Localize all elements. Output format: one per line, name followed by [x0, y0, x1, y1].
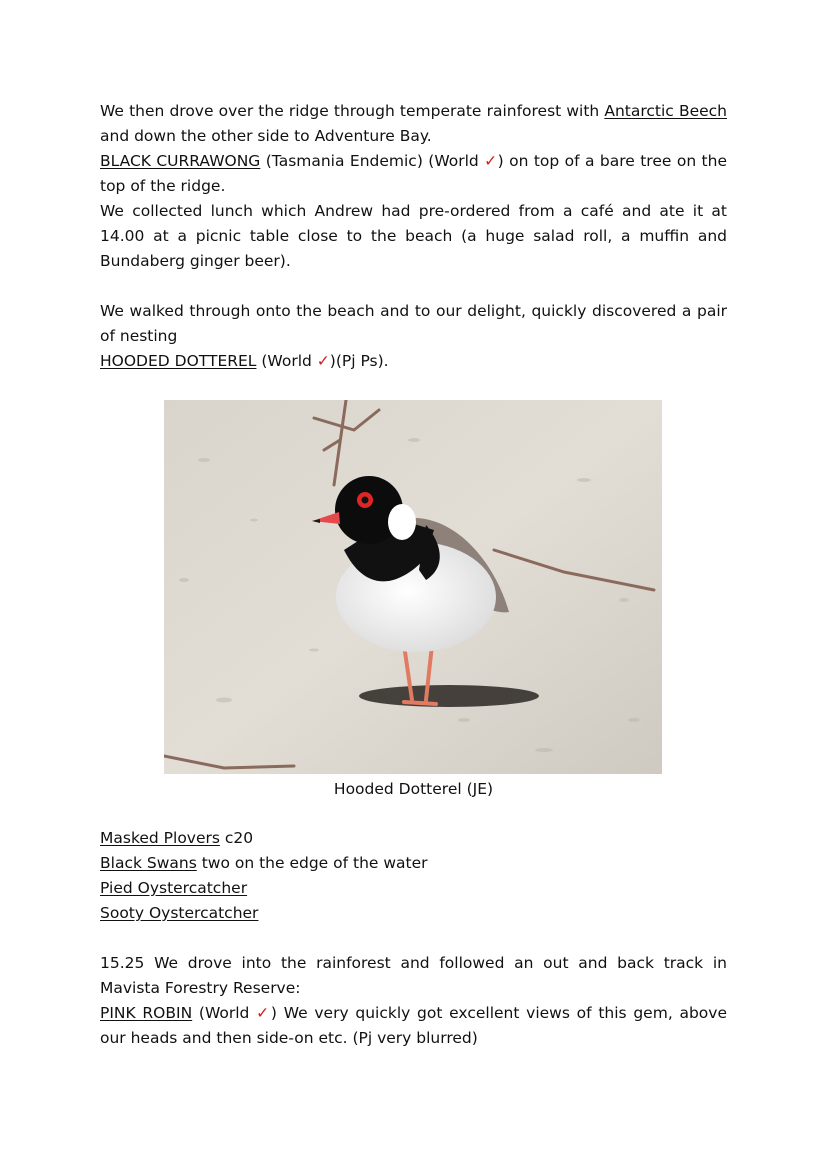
lower-section: [100, 826, 727, 1051]
hooded-dotterel-photo: [164, 400, 662, 774]
checkmark-icon: ✓: [256, 1004, 271, 1022]
species-link[interactable]: Masked Plovers: [100, 829, 220, 847]
paragraph-text: and down the other side to Adventure Bay.: [100, 127, 432, 145]
species-note: c20: [219, 829, 254, 847]
paragraph-hooded-dotterel: [100, 349, 727, 374]
paragraph-black-currawong: [100, 149, 727, 199]
species-link[interactable]: Pied Oystercatcher: [100, 879, 248, 897]
paragraph-text: (World: [256, 352, 317, 370]
species-note: two on the edge of the water: [196, 854, 428, 872]
species-list: [100, 826, 727, 926]
species-link[interactable]: Black Swans: [100, 854, 197, 872]
list-item: [100, 901, 727, 926]
species-link-pink-robin[interactable]: PINK ROBIN: [100, 1004, 193, 1022]
species-link-hooded-dotterel[interactable]: HOODED DOTTEREL: [100, 352, 257, 370]
paragraph-rainforest: 15.25 We drove into the rainforest and followed an out and back track in Mavista Forestry Reserve:: [100, 954, 727, 997]
paragraph-beach: We walked through onto the beach and to our delight, quickly discovered a pair of nesting: [100, 302, 727, 345]
paragraph-ridge: [100, 99, 727, 149]
paragraph-text: (Tasmania Endemic) (World: [260, 152, 485, 170]
paragraph-text: ) We very quickly got excellent views of this gem, above our heads and then side-on etc. (Pj very blurred): [100, 1004, 727, 1047]
list-item: [100, 851, 727, 876]
species-link-black-currawong[interactable]: BLACK CURRAWONG: [100, 152, 261, 170]
paragraph-text: We then drove over the ridge through temperate rainforest with: [100, 102, 605, 120]
photo-caption: Hooded Dotterel (JE): [333, 780, 494, 798]
checkmark-icon: ✓: [484, 152, 498, 170]
page-body: [100, 99, 727, 374]
paragraph-text: (World: [192, 1004, 257, 1022]
species-link[interactable]: Sooty Oystercatcher: [100, 904, 259, 922]
list-item: [100, 876, 727, 901]
list-item: [100, 826, 727, 851]
checkmark-icon: ✓: [316, 352, 330, 370]
paragraph-pink-robin: [100, 1001, 727, 1051]
species-link-antarctic-beech[interactable]: Antarctic Beech: [604, 102, 727, 120]
paragraph-text: )(Pj Ps).: [329, 352, 389, 370]
paragraph-lunch: We collected lunch which Andrew had pre-ordered from a café and ate it at 14.00 at a picnic table close to the beach (a huge salad roll, a muffin and Bundaberg ginger beer).: [100, 202, 727, 270]
paragraph-text: ) on top of a bare tree on the top of the ridge.: [100, 152, 727, 195]
